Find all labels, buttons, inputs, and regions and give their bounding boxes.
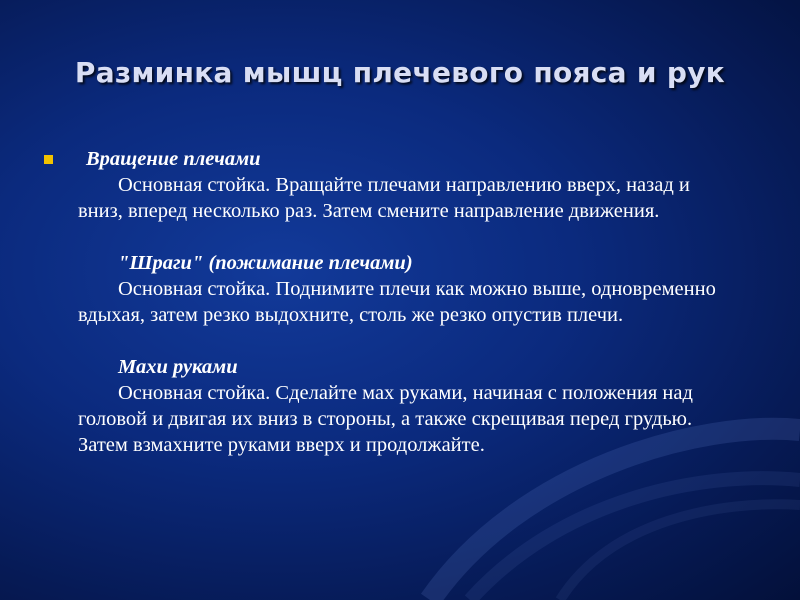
exercise-section-shoulder-rotation [78, 146, 728, 224]
slide-title: Разминка мышц плечевого пояса и рук [74, 56, 726, 89]
exercise-heading: "Шраги" (пожимание плечами) [118, 252, 413, 274]
exercise-description: Основная стойка. Поднимите плечи как можно выше, одновременно вдыхая, затем резко выдохните, столь же резко опустив плечи. [78, 278, 716, 326]
exercise-heading: Махи руками [118, 356, 238, 378]
slide-content [78, 146, 728, 484]
exercise-description: Основная стойка. Вращайте плечами направлению вверх, назад и вниз, вперед несколько раз. Затем смените направление движения. [78, 174, 690, 222]
square-bullet-icon [44, 155, 53, 164]
exercise-section-shrugs [78, 250, 728, 328]
exercise-heading: Вращение плечами [86, 148, 261, 170]
exercise-description: Основная стойка. Сделайте мах руками, начиная с положения над головой и двигая их вниз в стороны, а также скрещивая перед грудью. Затем взмахните руками вверх и продолжайте. [78, 382, 693, 456]
exercise-section-arm-swings [78, 354, 728, 458]
